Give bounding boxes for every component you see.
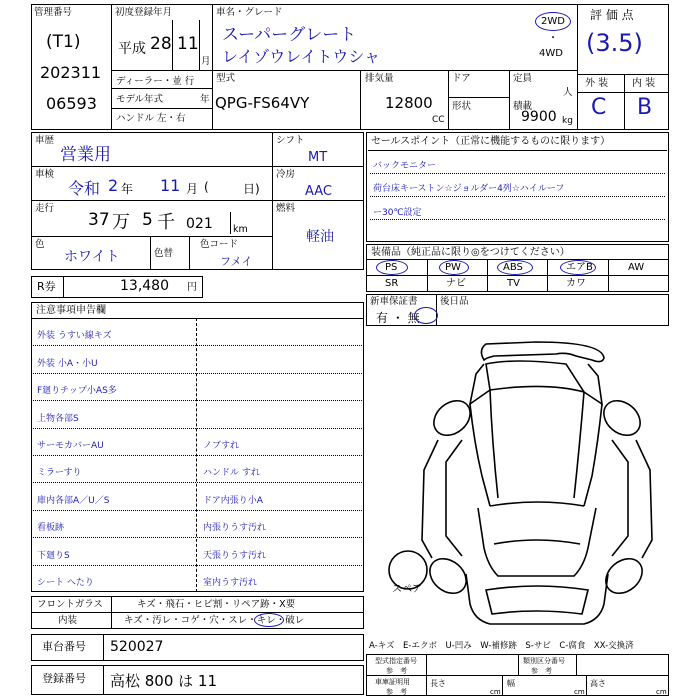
- note-left-7: 庫内各部A／U／S: [37, 495, 110, 506]
- shitei-label: 型式指定番号: [375, 657, 417, 665]
- ruibetsu-sanko: 参 考: [531, 667, 552, 675]
- ac-label: 冷房: [276, 169, 296, 180]
- cert-label: 車庫証明用: [375, 678, 410, 686]
- width-cm: cm: [574, 688, 585, 696]
- recycle-box: [31, 276, 203, 298]
- notes-label: 注意事項申告欄: [36, 305, 106, 316]
- door-label: ドア: [452, 73, 471, 84]
- note-right-7: ドア内張り小A: [203, 495, 263, 506]
- load-label: 積載: [513, 101, 533, 112]
- ext-grade: C: [591, 95, 607, 120]
- model-year-unit: 年: [200, 94, 210, 105]
- note-left-1: 外装 うすい線キズ: [37, 331, 112, 342]
- height-label: 高さ: [590, 679, 606, 688]
- equip-airbag: エアB: [566, 262, 593, 273]
- car-grade: レイゾウレイトウシャ: [222, 47, 381, 66]
- kanri-no1: 202311: [40, 63, 102, 82]
- sales-point-3: ー30℃設定: [373, 208, 422, 218]
- equip-leather: カワ: [566, 278, 586, 289]
- warranty-circle: [414, 307, 438, 324]
- equip-tv: TV: [507, 278, 520, 289]
- recycle-label: R券: [37, 280, 56, 293]
- cc-unit: CC: [432, 115, 445, 125]
- month-unit: 月: [201, 56, 211, 67]
- note-right-10: 室内うす汚れ: [203, 578, 258, 588]
- dealer-label: ディーラー・並 行: [116, 76, 195, 87]
- mileage-sen: 千: [157, 212, 175, 233]
- note-left-4: 上物各部S: [37, 413, 79, 424]
- fuel-label: 燃料: [276, 203, 296, 214]
- equip-navi: ナビ: [446, 278, 466, 289]
- mileage-man: 万: [112, 212, 130, 233]
- later-label: 後日品: [440, 296, 469, 307]
- cert-sanko: 参 考: [386, 688, 407, 696]
- color-value: ホワイト: [64, 249, 120, 265]
- interior-options: キズ・汚レ・コゲ・穴・スレ・キレ・破レ: [124, 615, 305, 626]
- front-glass-options: キズ・飛石・ヒビ割・リペア跡・X要: [137, 599, 296, 610]
- history-value: 営業用: [60, 145, 111, 165]
- interior-sure-circle: [254, 613, 284, 627]
- score-value: (3.5): [586, 29, 643, 57]
- note-left-2: 外装 小A・小U: [37, 358, 98, 369]
- color-code: フメイ: [220, 255, 253, 268]
- mileage-a: 37: [88, 210, 110, 230]
- displacement: 12800: [385, 94, 433, 112]
- mileage-c: 021: [186, 216, 213, 232]
- drive-2wd: 2WD: [541, 16, 565, 27]
- note-right-6: ハンドル すれ: [203, 468, 260, 479]
- note-left-5: サーモカバーAU: [37, 441, 104, 451]
- shaken-month: 11: [160, 176, 181, 195]
- shaken-month-unit: 月: [186, 182, 199, 196]
- chassis-label: 車台番号: [42, 640, 86, 653]
- model-label: 型式: [216, 73, 236, 84]
- drive-4wd: 4WD: [539, 48, 563, 59]
- handle-label: ハンドル 左・右: [116, 113, 186, 124]
- chassis-value: 520027: [110, 639, 164, 655]
- equip-pw: PW: [445, 262, 461, 273]
- front-glass-label: フロントガラス: [37, 599, 103, 610]
- capacity-label: 定員: [513, 73, 533, 84]
- warranty-value: 有 ・ 無: [376, 311, 420, 325]
- note-left-9: 下廻りS: [37, 550, 70, 561]
- first-reg-era: 平成: [118, 41, 146, 57]
- ac-value: AAC: [305, 184, 332, 199]
- length-cm: cm: [490, 688, 501, 696]
- note-left-6: ミラーすり: [37, 468, 82, 479]
- plate-label: 登録番号: [42, 672, 86, 685]
- shift-value: MT: [308, 150, 328, 165]
- car-name-label: 車名・グレード: [216, 7, 283, 18]
- kg-unit: kg: [562, 116, 573, 126]
- load-value: 9900: [521, 109, 557, 125]
- recycle-value: 13,480: [120, 278, 169, 294]
- damage-legend: A-キズ E-エクボ U-凹み W-補修跡 S-サビ C-腐食 XX-交換済: [369, 641, 634, 651]
- equip-sr: SR: [385, 278, 399, 289]
- model-value: QPG-FS64VY: [215, 94, 310, 112]
- int-label: 内 装: [632, 78, 656, 89]
- shaken-year-unit: 年: [121, 182, 134, 196]
- equip-aw: AW: [628, 262, 645, 273]
- km-unit: km: [233, 224, 248, 235]
- car-name: スーパーグレート: [222, 25, 357, 45]
- shaken-day-unit: 日): [243, 182, 260, 196]
- color-label: 色: [35, 239, 45, 250]
- note-right-8: 内張りうす汚れ: [203, 523, 267, 534]
- shaken-era: 令和: [68, 179, 101, 198]
- first-reg-month: 11: [177, 34, 199, 54]
- ruibetsu-label: 類別区分番号: [523, 657, 565, 665]
- height-cm: cm: [656, 688, 667, 696]
- spare-label: スペア: [392, 584, 422, 595]
- note-left-8: 看板跡: [37, 523, 65, 534]
- mileage-label: 走行: [35, 203, 55, 214]
- shaken-year: 2: [108, 176, 119, 195]
- kanri-label: 管理番号: [34, 7, 73, 18]
- plate-value: 高松 800 は 11: [110, 672, 218, 690]
- ext-label: 外 装: [585, 78, 609, 89]
- disp-label: 排気量: [365, 73, 394, 84]
- sales-point-1: バックモニター: [373, 161, 437, 171]
- history-label: 車歴: [35, 135, 55, 146]
- note-left-10: シート へたり: [37, 578, 94, 588]
- score-label: 評 価 点: [590, 8, 634, 22]
- recycle-unit: 円: [187, 282, 197, 293]
- mileage-b: 5: [142, 210, 153, 230]
- sales-point-2: 荷台床キーストン☆ジョルダー4列☆ハイルーフ: [373, 184, 565, 194]
- shaken-paren: (: [204, 180, 209, 194]
- first-reg-label: 初度登録年月: [115, 7, 173, 18]
- sales-points-label: セールスポイント（正常に機能するものに限ります）: [371, 136, 611, 147]
- note-left-3: F廻りチップ小AS多: [37, 386, 117, 397]
- model-year-label: モデル年式: [116, 94, 164, 105]
- width-label: 幅: [507, 679, 515, 688]
- drive-dot: ・: [548, 33, 558, 44]
- shaken-label: 車検: [35, 169, 55, 180]
- kanri-code: (T1): [46, 32, 81, 52]
- length-label: 長さ: [430, 679, 446, 688]
- interior-label: 内装: [58, 615, 78, 626]
- shift-label: シフト: [276, 135, 305, 146]
- shape-label: 形状: [452, 101, 472, 112]
- note-right-9: 天張りうす汚れ: [203, 550, 267, 561]
- warranty-label: 新車保証書: [370, 296, 418, 307]
- shitei-sanko: 参 考: [386, 667, 407, 675]
- note-right-5: ノブすれ: [203, 441, 240, 451]
- first-reg-year: 28: [150, 34, 172, 54]
- color-code-label: 色コード: [200, 239, 239, 250]
- fuel-value: 軽油: [306, 229, 334, 245]
- capacity-unit: 人: [563, 87, 573, 98]
- equip-abs: ABS: [503, 262, 523, 273]
- kanri-no2: 06593: [46, 94, 97, 113]
- repaint-label: 色替: [154, 248, 174, 259]
- equipment-label: 装備品（純正品に限り◎をつけてください）: [371, 247, 570, 258]
- equip-ps: PS: [385, 262, 398, 273]
- int-grade: B: [637, 95, 653, 120]
